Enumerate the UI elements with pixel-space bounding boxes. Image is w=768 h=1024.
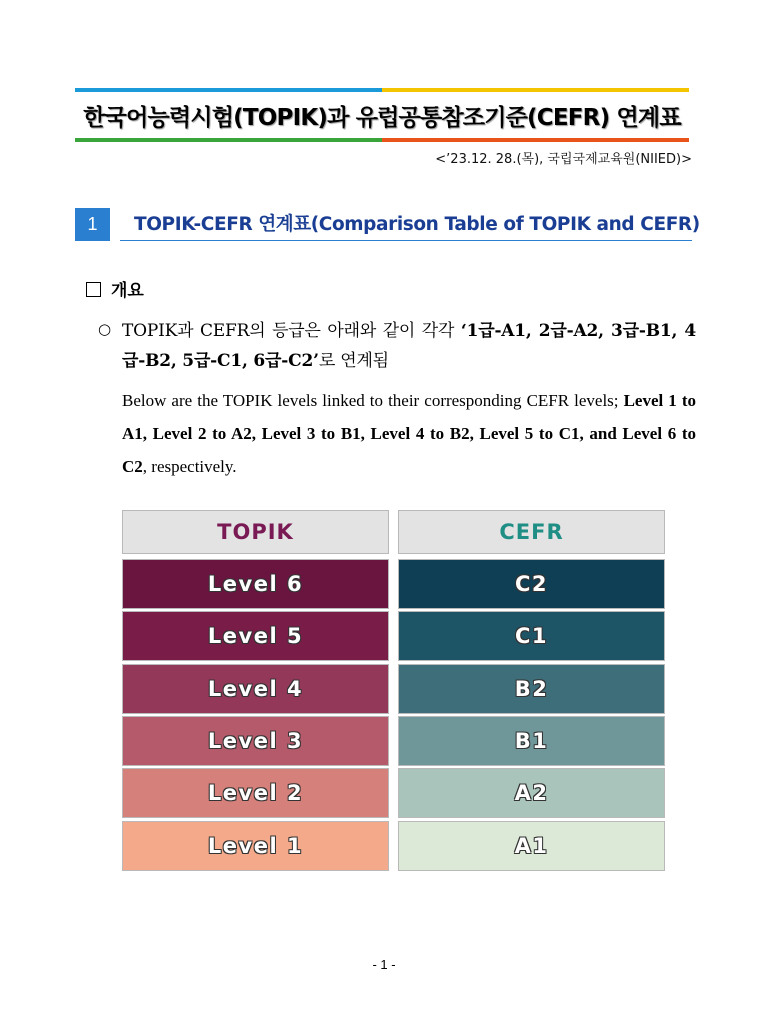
cefr-level-cell: C1 bbox=[398, 611, 665, 661]
cefr-level-cell: A1 bbox=[398, 821, 665, 871]
korean-text-bold: ‘1급-A1, 2급-A2, 3급-B1, 4급-B2, 5급-C1, 6급-C2’ bbox=[122, 321, 697, 371]
title-bar-bottom-rule bbox=[75, 138, 689, 142]
page-number: - 1 - bbox=[372, 957, 396, 972]
section-title: TOPIK-CEFR 연계표(Comparison Table of TOPIK and CEFR) bbox=[134, 214, 700, 235]
korean-paragraph bbox=[122, 316, 696, 376]
english-text-plain: Below are the TOPIK levels linked to their corresponding CEFR levels; bbox=[122, 391, 624, 410]
cefr-level-cell: B1 bbox=[398, 716, 665, 766]
english-text-tail: , respectively. bbox=[142, 457, 237, 476]
checkbox-square-icon bbox=[86, 282, 101, 297]
korean-text-tail: 로 연계됨 bbox=[318, 351, 389, 371]
header-topik: TOPIK bbox=[122, 510, 389, 554]
cefr-level-cell: A2 bbox=[398, 768, 665, 818]
topik-level-cell: Level 2 bbox=[122, 768, 389, 818]
cefr-level-cell: B2 bbox=[398, 664, 665, 714]
topik-level-cell: Level 3 bbox=[122, 716, 389, 766]
circle-bullet-icon: ○ bbox=[98, 320, 112, 338]
section-number-badge: 1 bbox=[75, 208, 110, 241]
cefr-level-cell: C2 bbox=[398, 559, 665, 609]
korean-text-plain: TOPIK과 CEFR의 등급은 아래와 같이 각각 bbox=[122, 321, 461, 341]
english-text-bold: Level 1 to A1, Level 2 to A2, Level 3 to B1, Level 4 to B2, Level 5 to C1, and Level 6 to C2 bbox=[122, 391, 696, 476]
overview-heading: 개요 bbox=[111, 281, 144, 301]
english-paragraph bbox=[122, 384, 696, 483]
topik-level-cell: Level 5 bbox=[122, 611, 389, 661]
overview-heading-row bbox=[86, 276, 144, 301]
topik-level-cell: Level 4 bbox=[122, 664, 389, 714]
section-underline bbox=[120, 240, 692, 241]
document-title: 한국어능력시험(TOPIK)과 유럽공통참조기준(CEFR) 연계표 bbox=[83, 104, 681, 131]
date-line: <’23.12. 28.(목), 국립국제교육원(NIIED)> bbox=[435, 152, 692, 167]
topik-level-cell: Level 6 bbox=[122, 559, 389, 609]
header-cefr: CEFR bbox=[398, 510, 665, 554]
topik-level-cell: Level 1 bbox=[122, 821, 389, 871]
